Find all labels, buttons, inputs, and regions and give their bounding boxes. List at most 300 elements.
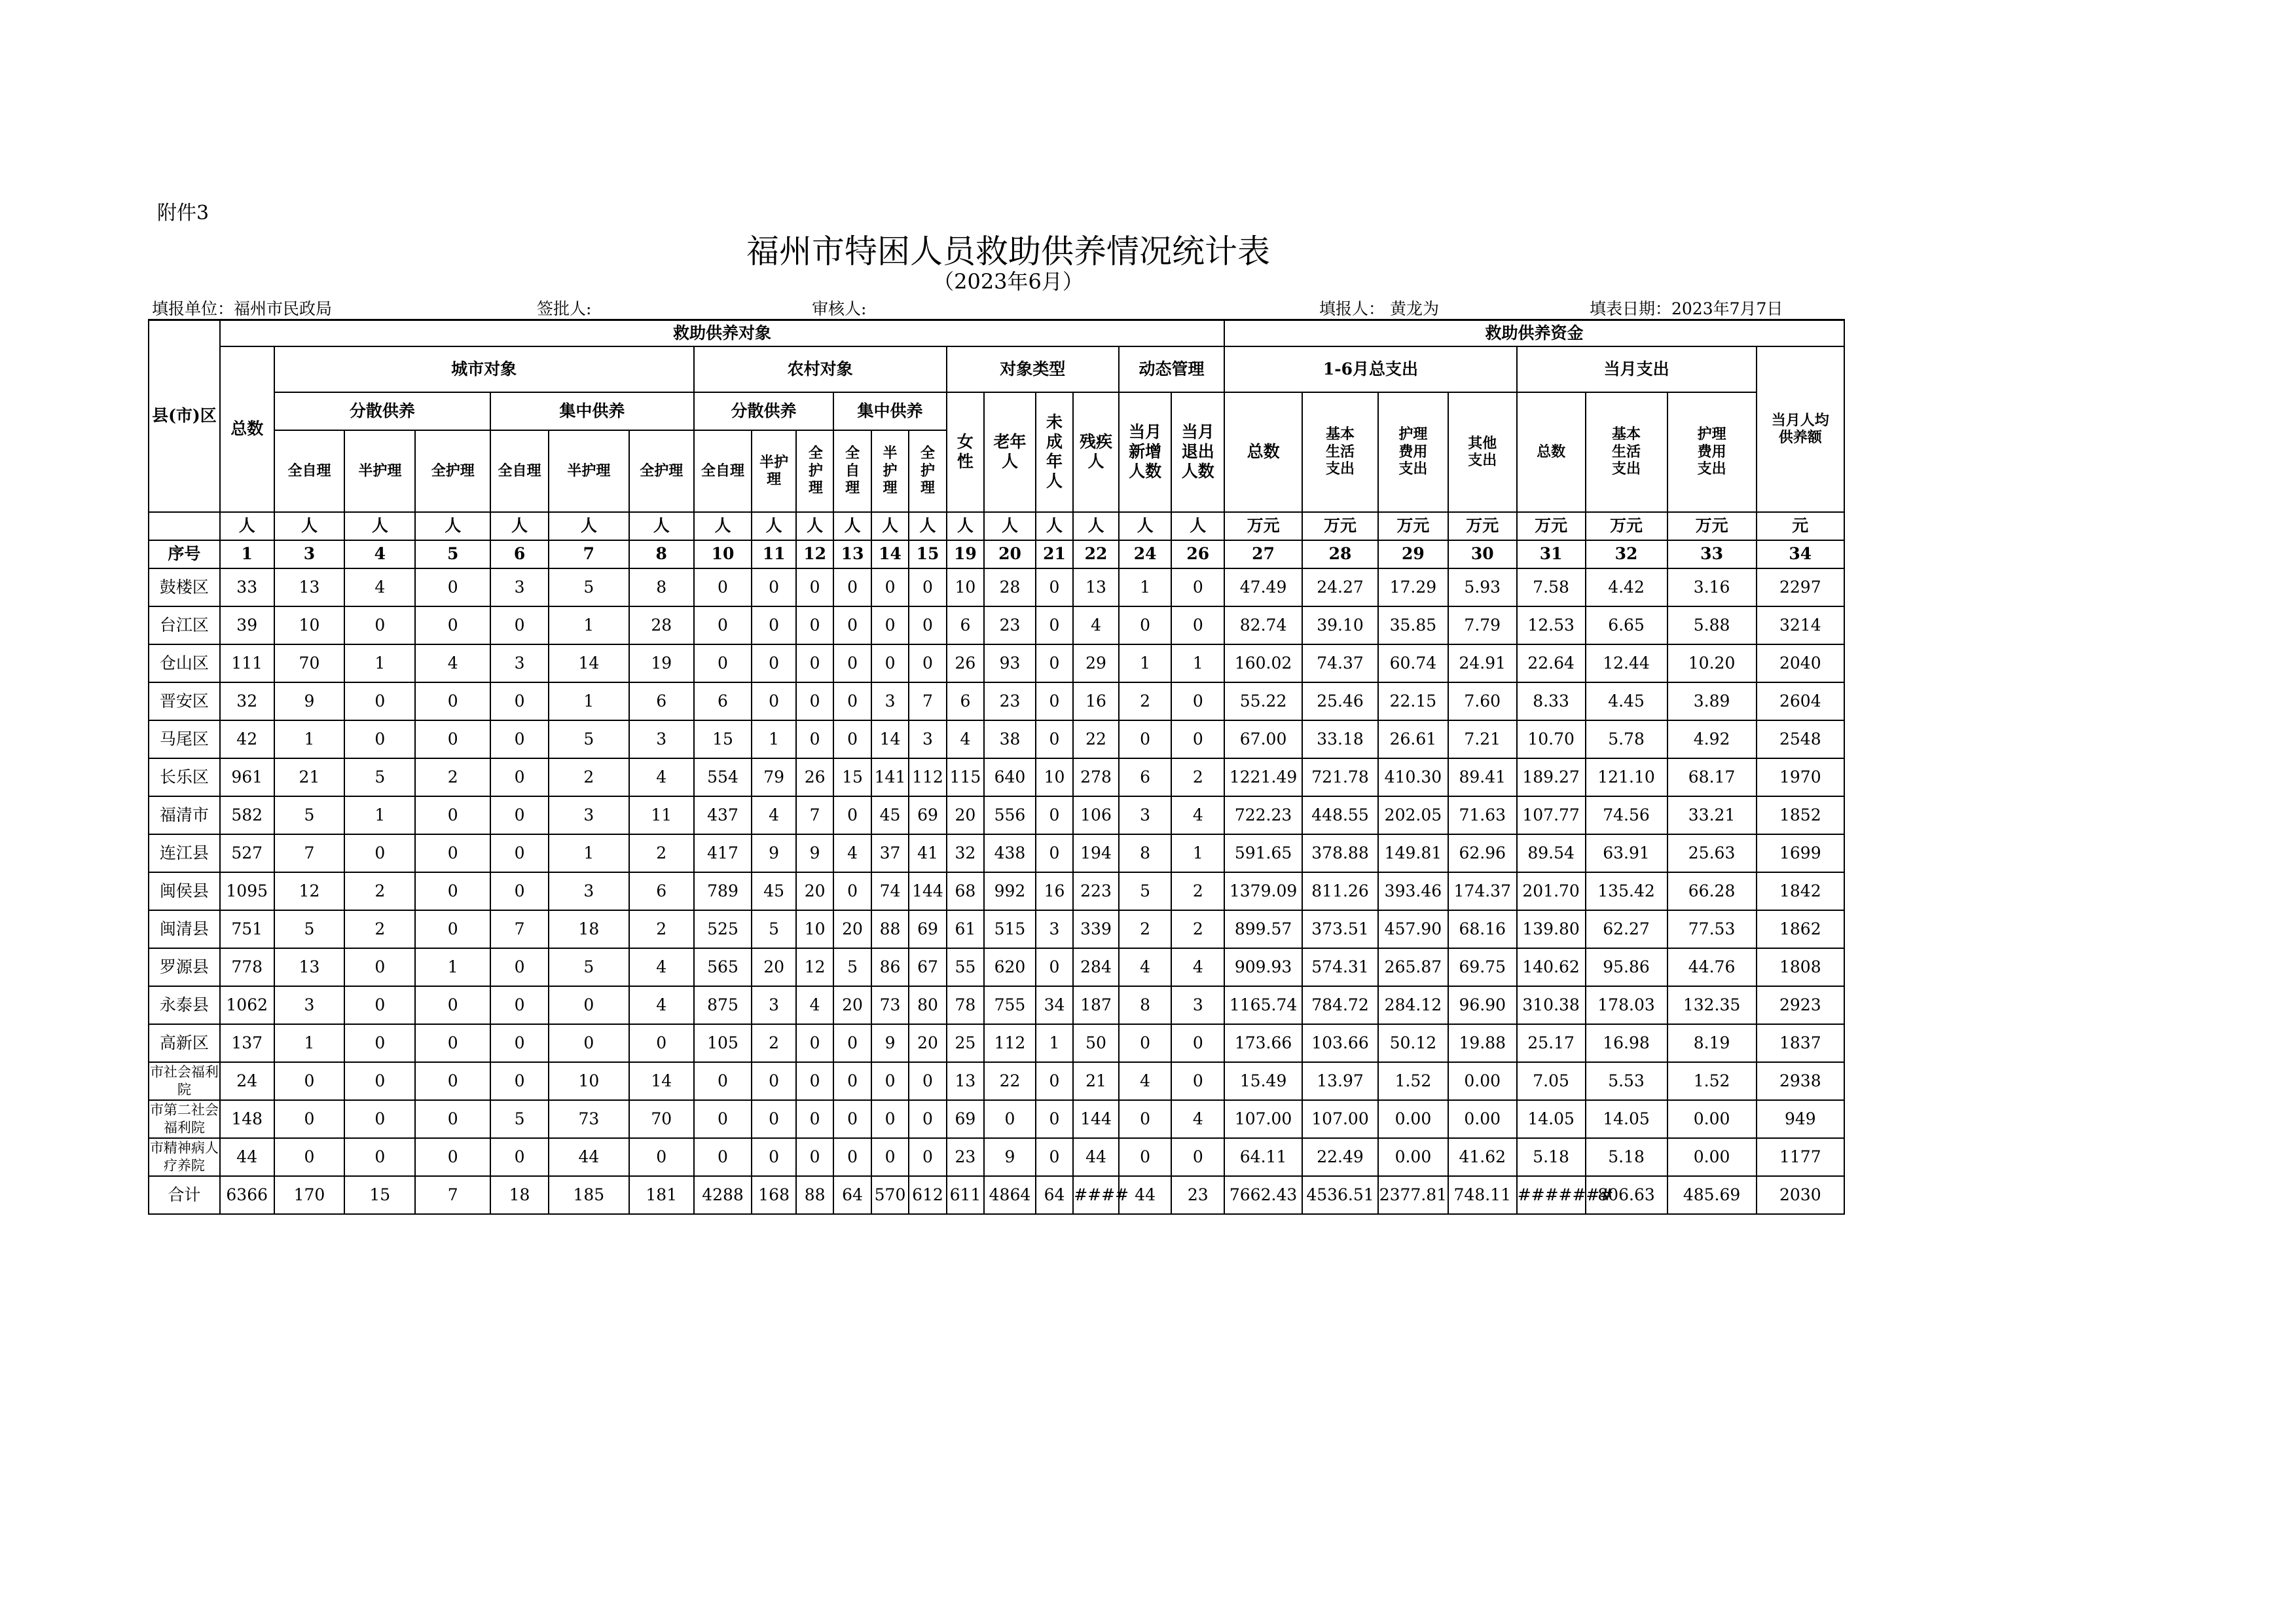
data-cell: 15.49 [1224,1062,1302,1100]
data-cell: 160.02 [1224,644,1302,682]
data-cell: 13 [1073,568,1119,606]
data-cell: 0 [1119,1138,1172,1176]
data-cell: 18 [549,910,629,948]
data-cell: 140.62 [1517,948,1586,986]
data-cell: 106 [1073,796,1119,834]
data-cell: 0 [871,568,909,606]
header-female: 女性 [947,392,984,512]
data-cell: 0 [274,1062,345,1100]
table-row [149,1138,1844,1176]
serial-cell: 6 [490,540,549,568]
data-cell: 2 [549,758,629,796]
data-cell: 2 [629,834,694,872]
data-cell: 6 [629,682,694,720]
data-cell: 33 [220,568,274,606]
data-cell: 0 [1119,606,1172,644]
data-cell: 12 [274,872,345,910]
data-cell: 1062 [220,986,274,1024]
data-cell: 582 [220,796,274,834]
data-cell: 0 [796,606,833,644]
data-cell: 8 [629,568,694,606]
data-cell: 88 [796,1176,833,1214]
unit-cell: 人 [909,512,946,540]
data-cell: 37 [871,834,909,872]
data-cell: 14.05 [1586,1100,1667,1138]
data-cell: 0 [415,1100,490,1138]
data-cell: 0 [274,1138,345,1176]
data-cell: 0 [871,1138,909,1176]
data-cell: 2 [415,758,490,796]
data-cell: 0.00 [1448,1100,1517,1138]
data-cell: 2030 [1757,1176,1844,1214]
header-h1-total: 1-6月总支出 [1224,346,1517,392]
data-cell: 89.41 [1448,758,1517,796]
data-cell: 0 [752,1100,796,1138]
data-cell: 0 [490,720,549,758]
data-cell: 14 [629,1062,694,1100]
data-cell: 69 [947,1100,984,1138]
data-cell: 8.19 [1667,1024,1757,1062]
data-cell: 515 [984,910,1036,948]
data-cell: 778 [220,948,274,986]
data-cell: 24.91 [1448,644,1517,682]
data-cell: 0 [909,1138,946,1176]
data-cell: 26 [947,644,984,682]
statistics-table [148,319,1845,1215]
data-cell: 1 [549,606,629,644]
header-urban-concentrated-full: 全护理 [629,430,694,512]
data-cell: 132.35 [1667,986,1757,1024]
data-cell: 0 [752,682,796,720]
header-object-type: 对象类型 [947,346,1119,392]
data-cell: 50.12 [1378,1024,1448,1062]
data-cell: 4 [1119,1062,1172,1100]
unit-cell: 人 [629,512,694,540]
data-cell: 18 [490,1176,549,1214]
header-new-month: 当月新增人数 [1119,392,1172,512]
data-cell: 5 [274,796,345,834]
data-cell: 23 [1171,1176,1224,1214]
data-cell: 4 [629,948,694,986]
data-cell: 0.00 [1378,1138,1448,1176]
data-cell: 5 [549,568,629,606]
data-cell: 33.18 [1302,720,1378,758]
data-cell: 16 [1073,682,1119,720]
data-cell: 4.45 [1586,682,1667,720]
data-cell: 751 [220,910,274,948]
data-cell: 1 [549,834,629,872]
data-cell: 0 [694,606,752,644]
data-cell: 0 [1036,606,1073,644]
page-title: 福州市特困人员救助供养情况统计表 [746,232,1270,270]
data-cell: 41.62 [1448,1138,1517,1176]
data-cell: 20 [752,948,796,986]
data-cell: 1 [1119,644,1172,682]
header-rural-scattered: 分散供养 [694,392,834,430]
data-cell: 2377.81 [1378,1176,1448,1214]
data-cell: 0.00 [1448,1062,1517,1100]
data-cell: 20 [833,910,871,948]
unit-cell: 人 [694,512,752,540]
header-rural-scattered-self: 全自理 [694,430,752,512]
data-cell: 554 [694,758,752,796]
data-cell: 4288 [694,1176,752,1214]
data-cell: 1 [415,948,490,986]
data-cell: 0.00 [1667,1100,1757,1138]
data-cell: 0 [415,1024,490,1062]
unit-cell: 万元 [1224,512,1302,540]
data-cell: 0 [415,834,490,872]
data-cell: 574.31 [1302,948,1378,986]
data-cell: 0 [490,606,549,644]
unit-cell: 万元 [1448,512,1517,540]
data-cell: 62.27 [1586,910,1667,948]
data-cell: 7.60 [1448,682,1517,720]
data-cell: 14 [549,644,629,682]
data-cell: 5 [1119,872,1172,910]
data-cell: 14 [871,720,909,758]
data-cell: 3 [1119,796,1172,834]
data-cell: 0 [796,1062,833,1100]
data-cell: 88 [871,910,909,948]
header-disabled: 残疾人 [1073,392,1119,512]
reporting-unit: 填报单位：福州市民政局 [152,299,333,318]
data-cell: 3 [490,568,549,606]
unit-cell: 万元 [1302,512,1378,540]
serial-cell: 1 [220,540,274,568]
data-cell: 62.96 [1448,834,1517,872]
data-cell: 1852 [1757,796,1844,834]
attachment-label: 附件3 [157,202,210,225]
data-cell: 0 [415,606,490,644]
row-name: 市第二社会福利院 [149,1100,220,1138]
data-cell: 4 [1171,948,1224,986]
data-cell: 1379.09 [1224,872,1302,910]
data-cell: 4 [629,758,694,796]
header-objects: 救助供养对象 [220,320,1224,346]
fill-date: 填表日期：2023年7月7日 [1590,299,1783,318]
data-cell: 0 [344,834,415,872]
data-cell: 748.11 [1448,1176,1517,1214]
data-cell: 278 [1073,758,1119,796]
row-name: 台江区 [149,606,220,644]
data-cell: 721.78 [1302,758,1378,796]
data-cell: 612 [909,1176,946,1214]
data-cell: 181 [629,1176,694,1214]
data-cell: 0 [796,682,833,720]
data-cell: 1221.49 [1224,758,1302,796]
data-cell: 80 [909,986,946,1024]
data-cell: 13 [274,568,345,606]
data-cell: 60.74 [1378,644,1448,682]
data-cell: 24 [220,1062,274,1100]
data-cell: 33.21 [1667,796,1757,834]
data-cell: 570 [871,1176,909,1214]
unit-cell: 人 [274,512,345,540]
table-row [149,872,1844,910]
data-cell: 1 [1036,1024,1073,1062]
header-urban-scattered-full: 全护理 [415,430,490,512]
data-cell: 107.77 [1517,796,1586,834]
data-cell: 0 [833,644,871,682]
data-cell: 4536.51 [1302,1176,1378,1214]
serial-cell: 13 [833,540,871,568]
data-cell: 3 [549,796,629,834]
serial-cell: 19 [947,540,984,568]
data-cell: 178.03 [1586,986,1667,1024]
data-cell: 0 [909,568,946,606]
table-row [149,568,1844,606]
row-name: 合计 [149,1176,220,1214]
data-cell: 44 [549,1138,629,1176]
data-cell: 79 [752,758,796,796]
data-cell: 10.20 [1667,644,1757,682]
data-cell: 755 [984,986,1036,1024]
data-cell: 7.58 [1517,568,1586,606]
data-cell: 0 [1171,1024,1224,1062]
unit-cell: 人 [871,512,909,540]
unit-cell: 人 [1119,512,1172,540]
serial-cell: 26 [1171,540,1224,568]
approver-label: 签批人: [537,299,592,318]
data-cell: 1 [549,682,629,720]
row-name: 市社会福利院 [149,1062,220,1100]
data-cell: 0 [1036,720,1073,758]
unit-cell: 人 [1036,512,1073,540]
data-cell: 69 [909,796,946,834]
header-rural-scattered-full: 全护理 [796,430,833,512]
data-cell: 0 [871,644,909,682]
data-cell: 20 [796,872,833,910]
data-cell: 10 [1036,758,1073,796]
unit-cell: 人 [947,512,984,540]
data-cell: 4 [1119,948,1172,986]
data-cell: 6 [629,872,694,910]
data-cell: 5.53 [1586,1062,1667,1100]
data-cell: 25.17 [1517,1024,1586,1062]
data-cell: 22 [984,1062,1036,1100]
data-cell: 22 [1073,720,1119,758]
unit-cell: 人 [220,512,274,540]
data-cell: 2297 [1757,568,1844,606]
data-cell: 22.15 [1378,682,1448,720]
table-row [149,720,1844,758]
header-urban-scattered-self: 全自理 [274,430,345,512]
data-cell: 4 [1171,1100,1224,1138]
data-cell: 223 [1073,872,1119,910]
data-cell: 457.90 [1378,910,1448,948]
data-cell: 67 [909,948,946,986]
data-cell: 70 [274,644,345,682]
data-cell: 6 [1119,758,1172,796]
data-cell: 9 [796,834,833,872]
data-cell: 0 [833,872,871,910]
data-cell: 5 [274,910,345,948]
data-cell: 0 [490,1138,549,1176]
data-cell: 45 [871,796,909,834]
data-cell: 5 [833,948,871,986]
data-cell: 2604 [1757,682,1844,720]
data-cell: 44 [220,1138,274,1176]
table-row [149,796,1844,834]
data-cell: 0 [344,1138,415,1176]
data-cell: 0 [415,986,490,1024]
data-cell: 5.18 [1586,1138,1667,1176]
data-cell: 25.46 [1302,682,1378,720]
data-cell: 5 [752,910,796,948]
data-cell: 3 [909,720,946,758]
unit-cell: 人 [833,512,871,540]
data-cell: 1808 [1757,948,1844,986]
data-cell: 0 [752,568,796,606]
header-dynamic: 动态管理 [1119,346,1224,392]
header-h1-other: 其他支出 [1448,392,1517,512]
serial-cell: 5 [415,540,490,568]
row-name: 福清市 [149,796,220,834]
data-cell: 69 [909,910,946,948]
data-cell: 9 [871,1024,909,1062]
data-cell: 5.18 [1517,1138,1586,1176]
data-cell: 55.22 [1224,682,1302,720]
data-cell: 20 [947,796,984,834]
data-cell: 0 [909,606,946,644]
data-cell: 0 [796,720,833,758]
data-cell: 0 [752,606,796,644]
unit-cell: 万元 [1517,512,1586,540]
data-cell: 0 [796,568,833,606]
data-cell: 0 [796,1024,833,1062]
data-cell: 61 [947,910,984,948]
data-cell: 135.42 [1586,872,1667,910]
data-cell: 7.79 [1448,606,1517,644]
data-cell: 2 [1119,682,1172,720]
data-cell: 640 [984,758,1036,796]
data-cell: 3 [752,986,796,1024]
header-per-capita: 当月人均供养额 [1757,346,1844,512]
data-cell: 7 [796,796,833,834]
data-cell: 2 [629,910,694,948]
data-cell: 107.00 [1302,1100,1378,1138]
header-urban-concentrated-half: 半护理 [549,430,629,512]
header-county: 县(市)区 [149,320,220,512]
data-cell: 8 [1119,986,1172,1024]
data-cell: 6366 [220,1176,274,1214]
data-cell: 4864 [984,1176,1036,1214]
data-cell: 148 [220,1100,274,1138]
data-cell: 5 [490,1100,549,1138]
data-cell: 339 [1073,910,1119,948]
unit-cell: 人 [752,512,796,540]
data-cell: 0 [909,644,946,682]
data-cell: 789 [694,872,752,910]
data-cell: 0 [490,1062,549,1100]
data-cell: 14.05 [1517,1100,1586,1138]
data-cell: 1 [274,1024,345,1062]
data-cell: 7 [909,682,946,720]
data-cell: 1177 [1757,1138,1844,1176]
unit-cell: 人 [549,512,629,540]
serial-cell: 15 [909,540,946,568]
data-cell: 39.10 [1302,606,1378,644]
data-cell: 556 [984,796,1036,834]
data-cell: 64 [1036,1176,1073,1214]
serial-cell: 33 [1667,540,1757,568]
data-cell: 10 [549,1062,629,1100]
table-row [149,682,1844,720]
data-cell: 25.63 [1667,834,1757,872]
data-cell: 0 [984,1100,1036,1138]
data-cell: #### [1073,1176,1119,1214]
data-cell: 0 [415,682,490,720]
data-cell: 68.16 [1448,910,1517,948]
unit-cell: 人 [344,512,415,540]
data-cell: 0 [1036,796,1073,834]
data-cell: 185 [549,1176,629,1214]
data-cell: 11 [629,796,694,834]
data-cell: 437 [694,796,752,834]
data-cell: 12.53 [1517,606,1586,644]
data-cell: 7 [490,910,549,948]
data-cell: 0 [490,1024,549,1062]
data-cell: 1 [344,644,415,682]
data-cell: 4.42 [1586,568,1667,606]
data-cell: 0 [490,986,549,1024]
data-cell: 5 [549,948,629,986]
data-cell: 73 [871,986,909,1024]
data-cell: 722.23 [1224,796,1302,834]
unit-row-blank [149,512,220,540]
table-row [149,1176,1844,1214]
data-cell: 13 [274,948,345,986]
data-cell: 0 [871,1100,909,1138]
data-cell: 5.88 [1667,606,1757,644]
data-cell: 0 [752,1138,796,1176]
data-cell: 5 [344,758,415,796]
serial-cell: 28 [1302,540,1378,568]
serial-cell: 14 [871,540,909,568]
data-cell: 2 [1171,872,1224,910]
data-cell: 34 [1036,986,1073,1024]
table-row [149,834,1844,872]
data-cell: 23 [984,606,1036,644]
data-cell: 0 [490,872,549,910]
data-cell: 107.00 [1224,1100,1302,1138]
data-cell: 565 [694,948,752,986]
data-cell: 112 [984,1024,1036,1062]
data-cell: 0 [1036,644,1073,682]
data-cell: 806.63 [1586,1176,1667,1214]
header-rural-scattered-half: 半护理 [752,430,796,512]
data-cell: 15 [344,1176,415,1214]
data-cell: 22.49 [1302,1138,1378,1176]
data-cell: 144 [1073,1100,1119,1138]
table-row [149,986,1844,1024]
data-cell: 137 [220,1024,274,1062]
data-cell: 373.51 [1302,910,1378,948]
data-cell: 69.75 [1448,948,1517,986]
unit-cell: 万元 [1667,512,1757,540]
data-cell: 26.61 [1378,720,1448,758]
data-cell: 28 [629,606,694,644]
data-cell: 89.54 [1517,834,1586,872]
data-cell: 0 [796,1100,833,1138]
data-cell: 93 [984,644,1036,682]
data-cell: 0 [549,1024,629,1062]
data-cell: 4 [947,720,984,758]
data-cell: 21 [1073,1062,1119,1100]
serial-cell: 22 [1073,540,1119,568]
data-cell: 173.66 [1224,1024,1302,1062]
